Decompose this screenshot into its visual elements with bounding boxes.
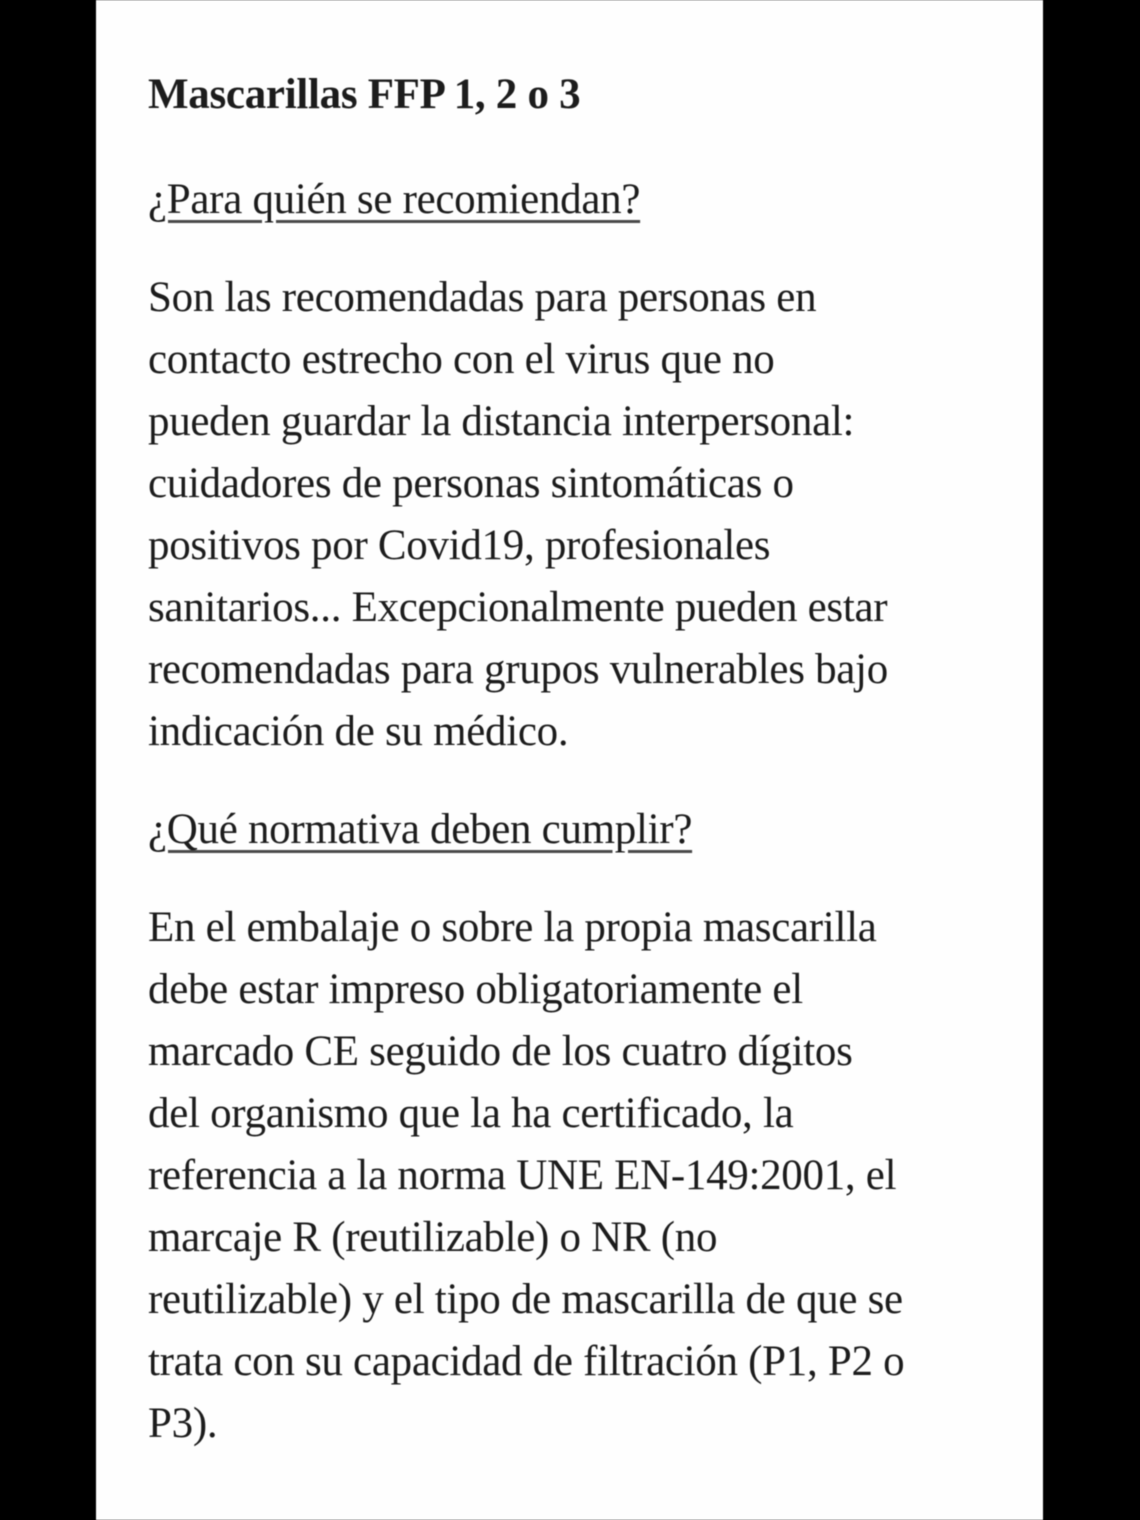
paragraph-line: P3).: [148, 1400, 218, 1447]
paragraph-line: cuidadores de personas sintomáticas o: [148, 460, 794, 507]
paragraph-line: En el embalaje o sobre la propia mascarilla: [148, 904, 877, 951]
paragraph-recomendaciones: [148, 267, 1033, 763]
paragraph-line: reutilizable) y el tipo de mascarilla de que se: [148, 1276, 903, 1323]
paragraph-line: contacto estrecho con el virus que no: [148, 336, 775, 383]
paragraph-normativa: [148, 897, 1033, 1455]
article-title: Mascarillas FFP 1, 2 o 3: [148, 71, 581, 118]
paragraph-line: Son las recomendadas para personas en: [148, 274, 817, 321]
paragraph-line: marcaje R (reutilizable) o NR (no: [148, 1214, 718, 1261]
section-heading-para-quien: ¿Para quién se recomiendan?: [148, 176, 641, 223]
letterbox-left-bar: [0, 0, 96, 1520]
paragraph-line: sanitarios... Excepcionalmente pueden estar: [148, 584, 888, 631]
section-heading-que-normativa: ¿Qué normativa deben cumplir?: [148, 806, 693, 853]
paragraph-line: pueden guardar la distancia interpersonal:: [148, 398, 855, 445]
paragraph-line: trata con su capacidad de filtración (P1, P2 o: [148, 1338, 905, 1385]
paragraph-line: recomendadas para grupos vulnerables bajo: [148, 646, 888, 693]
paragraph-line: del organismo que la ha certificado, la: [148, 1090, 794, 1137]
article-page: [96, 0, 1043, 1520]
paragraph-line: referencia a la norma UNE EN-149:2001, el: [148, 1152, 897, 1199]
paragraph-line: marcado CE seguido de los cuatro dígitos: [148, 1028, 853, 1075]
paragraph-line: positivos por Covid19, profesionales: [148, 522, 771, 569]
paragraph-line: debe estar impreso obligatoriamente el: [148, 966, 803, 1013]
letterbox-right-bar: [1043, 0, 1140, 1520]
paragraph-line: indicación de su médico.: [148, 708, 569, 755]
